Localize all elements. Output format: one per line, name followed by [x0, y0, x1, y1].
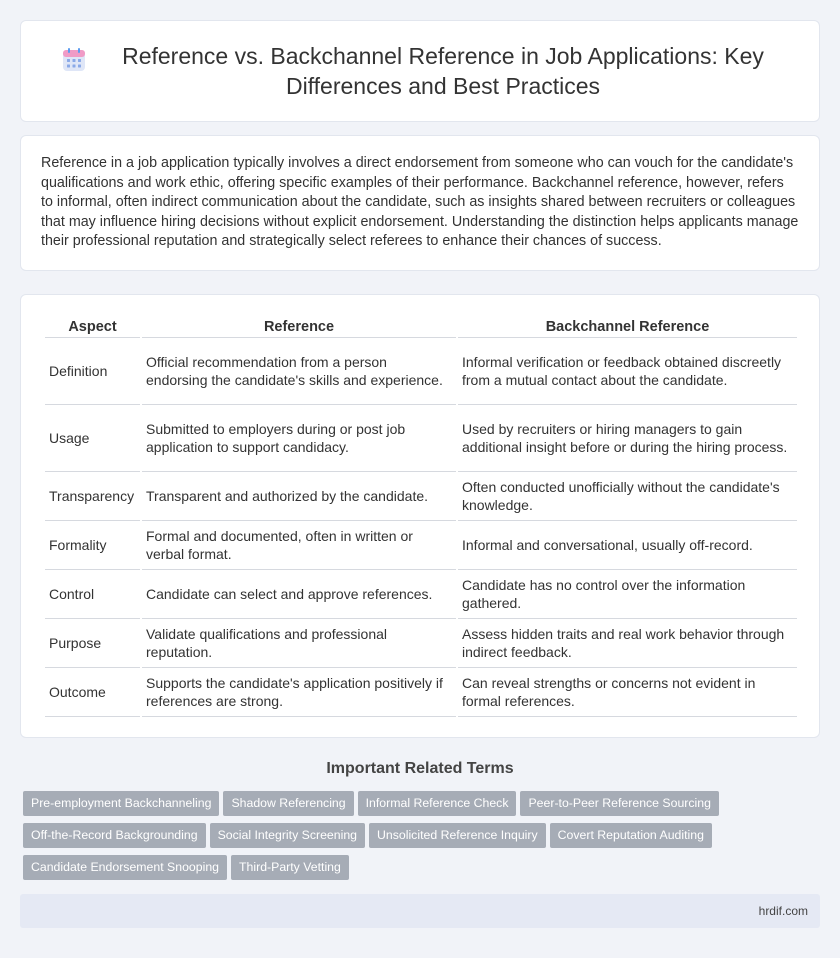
- reference-cell: Supports the candidate's application positively if references are strong.: [142, 668, 456, 717]
- title-card: [20, 20, 820, 122]
- related-terms-tags: [23, 791, 803, 887]
- reference-cell: Formal and documented, often in written or verbal format.: [142, 521, 456, 570]
- aspect-cell: Outcome: [45, 668, 140, 717]
- table-row: [45, 472, 797, 521]
- related-term-tag[interactable]: Third-Party Vetting: [231, 855, 349, 880]
- related-term-tag[interactable]: Informal Reference Check: [358, 791, 517, 816]
- aspect-cell: Formality: [45, 521, 140, 570]
- related-term-tag[interactable]: Social Integrity Screening: [210, 823, 365, 848]
- table-row: [45, 521, 797, 570]
- backchannel-cell: Assess hidden traits and real work behavior through indirect feedback.: [458, 619, 797, 668]
- footer-site-link[interactable]: hrdif.com: [758, 904, 808, 918]
- related-term-tag[interactable]: Off-the-Record Backgrounding: [23, 823, 206, 848]
- backchannel-cell: Can reveal strengths or concerns not evident in formal references.: [458, 668, 797, 717]
- backchannel-cell: Used by recruiters or hiring managers to gain additional insight before or during the hiring process.: [458, 405, 797, 472]
- related-term-tag[interactable]: Covert Reputation Auditing: [550, 823, 712, 848]
- table-row: [45, 619, 797, 668]
- table-row: [45, 668, 797, 717]
- intro-paragraph: Reference in a job application typically involves a direct endorsement from someone who can vouch for the candidate's qualifications and work ethic, offering specific examples of their performance. Backchannel reference, however, refers to informal, often indirect communication about the candidate, such as insights shared between recruiters or colleagues that may influence hiring decisions without explicit endorsement. Understanding the distinction helps applicants manage their professional reputation and strategically select referees to enhance their chances of success.: [41, 155, 799, 250]
- comparison-card: [20, 294, 820, 738]
- comparison-table: [43, 315, 799, 717]
- backchannel-cell: Informal and conversational, usually off-record.: [458, 521, 797, 570]
- table-header-row: [45, 315, 797, 338]
- reference-cell: Official recommendation from a person endorsing the candidate's skills and experience.: [142, 338, 456, 405]
- table-row: [45, 338, 797, 405]
- aspect-cell: Purpose: [45, 619, 140, 668]
- related-terms-title: Important Related Terms: [326, 760, 514, 777]
- aspect-cell: Definition: [45, 338, 140, 405]
- header-aspect: Aspect: [45, 315, 140, 338]
- table-row: [45, 570, 797, 619]
- reference-cell: Validate qualifications and professional reputation.: [142, 619, 456, 668]
- aspect-cell: Transparency: [45, 472, 140, 521]
- backchannel-cell: Informal verification or feedback obtained discreetly from a mutual contact about the candidate.: [458, 338, 797, 405]
- page-title: Reference vs. Backchannel Reference in Job Applications: Key Differences and Best Practices: [122, 43, 764, 99]
- related-term-tag[interactable]: Peer-to-Peer Reference Sourcing: [520, 791, 719, 816]
- calendar-icon: [61, 47, 87, 73]
- reference-cell: Transparent and authorized by the candidate.: [142, 472, 456, 521]
- intro-card: [20, 135, 820, 271]
- related-term-tag[interactable]: Candidate Endorsement Snooping: [23, 855, 227, 880]
- aspect-cell: Usage: [45, 405, 140, 472]
- reference-cell: Submitted to employers during or post job application to support candidacy.: [142, 405, 456, 472]
- related-term-tag[interactable]: Unsolicited Reference Inquiry: [369, 823, 546, 848]
- footer: [20, 894, 820, 928]
- table-row: [45, 405, 797, 472]
- title-wrap: [61, 41, 779, 101]
- backchannel-cell: Candidate has no control over the information gathered.: [458, 570, 797, 619]
- header-backchannel-reference: Backchannel Reference: [458, 315, 797, 338]
- reference-cell: Candidate can select and approve references.: [142, 570, 456, 619]
- related-term-tag[interactable]: Pre-employment Backchanneling: [23, 791, 219, 816]
- related-term-tag[interactable]: Shadow Referencing: [223, 791, 353, 816]
- header-reference: Reference: [142, 315, 456, 338]
- backchannel-cell: Often conducted unofficially without the candidate's knowledge.: [458, 472, 797, 521]
- aspect-cell: Control: [45, 570, 140, 619]
